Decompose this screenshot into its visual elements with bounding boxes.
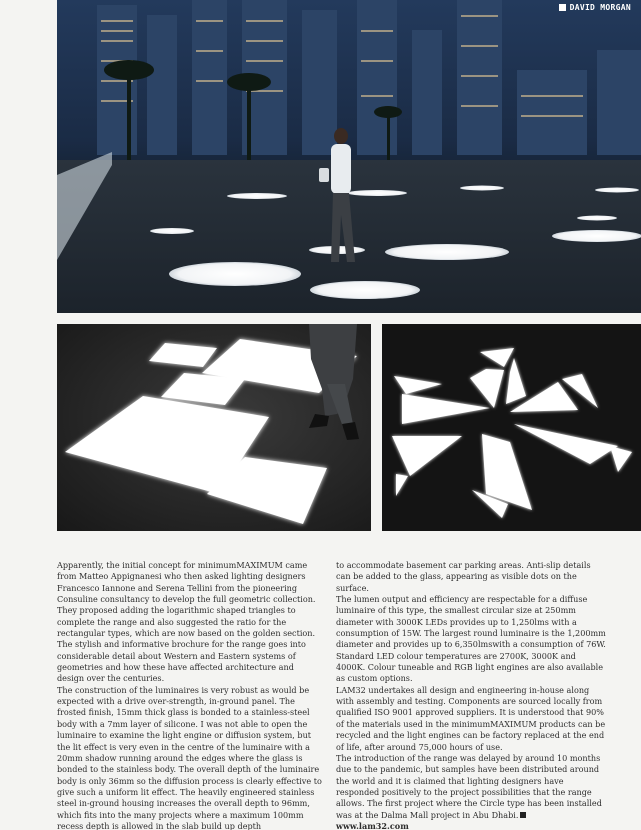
paragraph: The construction of the luminaires is very robust as would be expected with a drive over-strength, in-ground panel. The frosted finish, 15mm thick glass is bonded to a stainless-steel body with a 7mm layer of silicone. I was not able to open the luminaire to examine the light engine or diffusion system, but the lit effect is very even in the centre of the luminaire with a 20mm shadow running around the edges where the glass is bonded to the stainless body. The overall depth of the luminaire body is only 36mm so the diffusion process is clearly effective to give such a uniform lit effect. The heavily engineered stainless steel in-ground housing increases the overall depth to 96mm, which fits into the many projects where a maximum 100mm recess depth is allowed in the slab build up depth bbox=[57, 684, 322, 830]
photo-credit bbox=[559, 3, 631, 12]
triangles-star-illustration bbox=[382, 324, 641, 531]
paragraph bbox=[336, 753, 606, 821]
website-link[interactable] bbox=[336, 821, 606, 830]
paragraph-text: The introduction of the range was delayed by around 10 months due to the pandemic, but samples have been distributed around the world and it is claimed that lighting designers have responded positively to the project possibilities that the range allows. The first project where the Circle type has been installed was at the Dalma Mall project in Abu Dhabi. bbox=[336, 752, 602, 820]
website-url[interactable]: www.lam32.com bbox=[336, 820, 409, 830]
end-mark-icon bbox=[520, 812, 526, 818]
article-column-1 bbox=[57, 560, 322, 830]
hero-photo bbox=[57, 0, 641, 313]
paragraph: The lumen output and efficiency are respectable for a diffuse luminaire of this type, the smallest circular size at 250mm diameter with 3000K LEDs provides up to 1,250lms with a consumption of 15W. The largest round luminaire is the 1,200mm diameter and provides up to 6,350lmswith a consumption of 76W. Standard LED colour temperatures are 2700K, 3000K and 4000K. Colour tuneable and RGB light engines are also available as custom options. bbox=[336, 594, 606, 684]
paragraph: LAM32 undertakes all design and engineering in-house along with assembly and testing. Components are sourced locally from qualified ISO 9001 approved suppliers. It is understood that 90% of the materials used in the minimumMAXIMUM products can be recycled and the light engines can be factory replaced at the end of life, after around 75,000 hours of use. bbox=[336, 684, 606, 752]
photo-credit-text: DAVID MORGAN bbox=[569, 3, 631, 12]
paragraph: to accommodate basement car parking areas. Anti-slip details can be added to the glass, appearing as visible dots on the surface. bbox=[336, 560, 591, 593]
rectangles-illustration bbox=[57, 324, 371, 531]
triangular-luminaires-photo bbox=[382, 324, 641, 531]
article-column-2 bbox=[336, 560, 606, 830]
night-plaza-illustration bbox=[57, 0, 641, 313]
rectangular-luminaires-photo bbox=[57, 324, 371, 531]
credit-square-icon bbox=[559, 4, 566, 11]
paragraph: Apparently, the initial concept for minimumMAXIMUM came from Matteo Appignanesi who then asked lighting designers Francesco Iannone and Serena Tellini from the pioneering Consuline consultancy to develop the full geometric collection. They proposed adding the logarithmic shaped triangles to complete the range and also suggested the ratio for the rectangular types, which are now based on the golden section. The stylish and informative brochure for the range goes into considerable detail about Western and Eastern systems of geometries and how these have affected architecture and design over the centuries. bbox=[57, 560, 316, 684]
